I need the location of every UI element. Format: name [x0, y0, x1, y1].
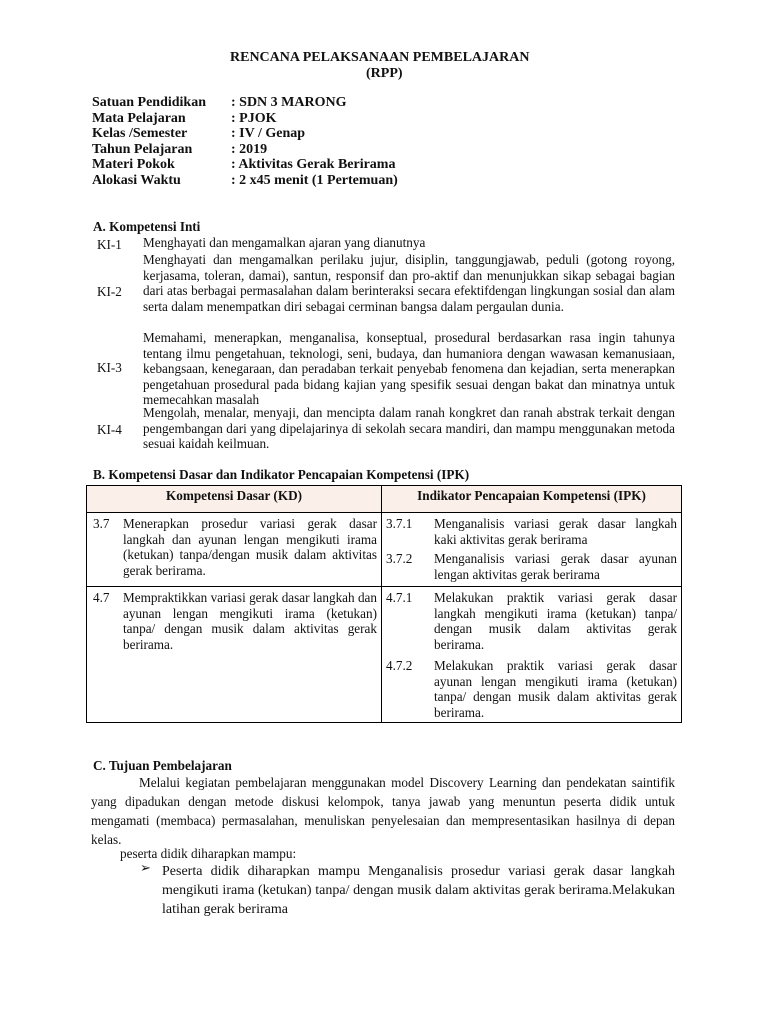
ki-code: KI-1	[97, 237, 122, 252]
identity-label: Mata Pelajaran	[92, 111, 186, 126]
ipk-cell	[382, 513, 682, 587]
ipk-text: Melakukan praktik variasi gerak dasar ayunan lengan mengikuti irama (ketukan) tanpa/ dengan musik dalam aktivitas gerak berirama.	[434, 658, 677, 720]
kd-ipk-table	[86, 485, 682, 723]
table-header-kd: Kompetensi Dasar (KD)	[87, 486, 382, 513]
table-row	[87, 513, 682, 587]
kd-number: 3.7	[93, 516, 110, 531]
table-header-row	[87, 486, 682, 513]
ipk-cell	[382, 587, 682, 723]
kd-cell	[87, 587, 382, 723]
bullet-arrow-icon: ➢	[140, 861, 151, 876]
kd-text: Mempraktikkan variasi gerak dasar langkah dan ayunan lengan mengikuti irama (ketukan) tanpa/ dengan musik dalam aktivitas gerak berirama.	[123, 590, 377, 652]
ki-text: Menghayati dan mengamalkan perilaku jujur, disiplin, tanggungjawab, peduli (gotong royong, kerjasama, toleran, damai), santun, responsif dan pro-aktif dan menunjukkan sikap sebagai bagian dari atas berbagai permasalahan dalam berinteraksi secara efektifdengan lingkungan sosial dan alam serta dalam menempatkan diri sebagai cerminan bangsa dalam pergaulan dunia.	[143, 252, 675, 314]
ipk-text: Menganalisis variasi gerak dasar langkah kaki aktivitas gerak berirama	[434, 516, 677, 547]
ki-text: Mengolah, menalar, menyaji, dan mencipta dalam ranah kongkret dan ranah abstrak terkait dengan pengembangan dari yang dipelajarinya di sekolah secara mandiri, dan mampu menggunakan metoda sesuai kaidah keilmuan.	[143, 405, 675, 451]
identity-value: : Aktivitas Gerak Berirama	[231, 157, 396, 172]
ki-text: Memahami, menerapkan, menganalisa, konseptual, prosedural berdasarkan rasa ingin tahunya tentang ilmu pengetahuan, teknologi, seni, budaya, dan humaniora dengan wawasan kemanusiaan, kebangsaan, kenegaraan, dan peradaban terkait penyebab fenomena dan kejadian, serta menerapkan pengetahuan prosedural pada bidang kajian yang spesifik sesuai dengan bakat dan minatnya untuk memecahkan masalah	[143, 330, 675, 407]
identity-label: Materi Pokok	[92, 157, 175, 172]
identity-value: : 2 x45 menit (1 Pertemuan)	[231, 173, 398, 188]
identity-value: : IV / Genap	[231, 126, 306, 141]
ipk-number: 4.7.1	[386, 590, 413, 605]
identity-label: Satuan Pendidikan	[92, 95, 206, 110]
section-c-lead: peserta didik diharapkan mampu:	[120, 846, 297, 861]
table-header-ipk: Indikator Pencapaian Kompetensi (IPK)	[382, 486, 682, 513]
ki-code: KI-2	[97, 284, 122, 299]
section-c-paragraph: Melalui kegiatan pembelajaran menggunakan model Discovery Learning dan pendekatan saintifik yang dipadukan dengan metode diskusi kelompok, tanya jawab yang menuntun peserta didik untuk mengamati (membaca) permasalahan, menuliskan penyelesaian dan mempresentasikan hasilnya di depan kelas.	[91, 775, 675, 847]
table-row	[87, 587, 682, 723]
ki-code: KI-3	[97, 360, 122, 375]
section-b-heading: B. Kompetensi Dasar dan Indikator Pencapaian Kompetensi (IPK)	[93, 467, 470, 482]
ki-code: KI-4	[97, 422, 122, 437]
kd-text: Menerapkan prosedur variasi gerak dasar langkah dan ayunan lengan mengikuti irama (ketukan) tanpa/dengan musik dalam aktivitas gerak berirama.	[123, 516, 377, 578]
ipk-number: 3.7.2	[386, 551, 413, 566]
ipk-number: 3.7.1	[386, 516, 413, 531]
doc-subtitle: (RPP)	[366, 66, 403, 81]
section-c-bullet: Peserta didik diharapkan mampu Menganalisis prosedur variasi gerak dasar langkah mengikuti irama (ketukan) tanpa/ dengan musik dalam aktivitas gerak berirama.Melakukan latihan gerak berirama	[162, 864, 675, 917]
identity-value: : PJOK	[231, 111, 277, 126]
ipk-number: 4.7.2	[386, 658, 413, 673]
section-a-heading: A. Kompetensi Inti	[93, 219, 201, 234]
identity-label: Tahun Pelajaran	[92, 142, 193, 157]
identity-label: Kelas /Semester	[92, 126, 188, 141]
ipk-text: Melakukan praktik variasi gerak dasar langkah mengikuti irama (ketukan) tanpa/ dengan musik dalam aktivitas gerak berirama.	[434, 590, 677, 652]
identity-value: : 2019	[231, 142, 268, 157]
kd-cell	[87, 513, 382, 587]
doc-title: RENCANA PELAKSANAAN PEMBELAJARAN	[230, 50, 530, 65]
ipk-text: Menganalisis variasi gerak dasar ayunan lengan aktivitas gerak berirama	[434, 551, 677, 582]
identity-value: : SDN 3 MARONG	[231, 95, 347, 110]
kd-number: 4.7	[93, 590, 110, 605]
ki-text: Menghayati dan mengamalkan ajaran yang dianutnya	[143, 235, 426, 250]
identity-label: Alokasi Waktu	[92, 173, 181, 188]
section-c-heading: C. Tujuan Pembelajaran	[93, 758, 232, 773]
